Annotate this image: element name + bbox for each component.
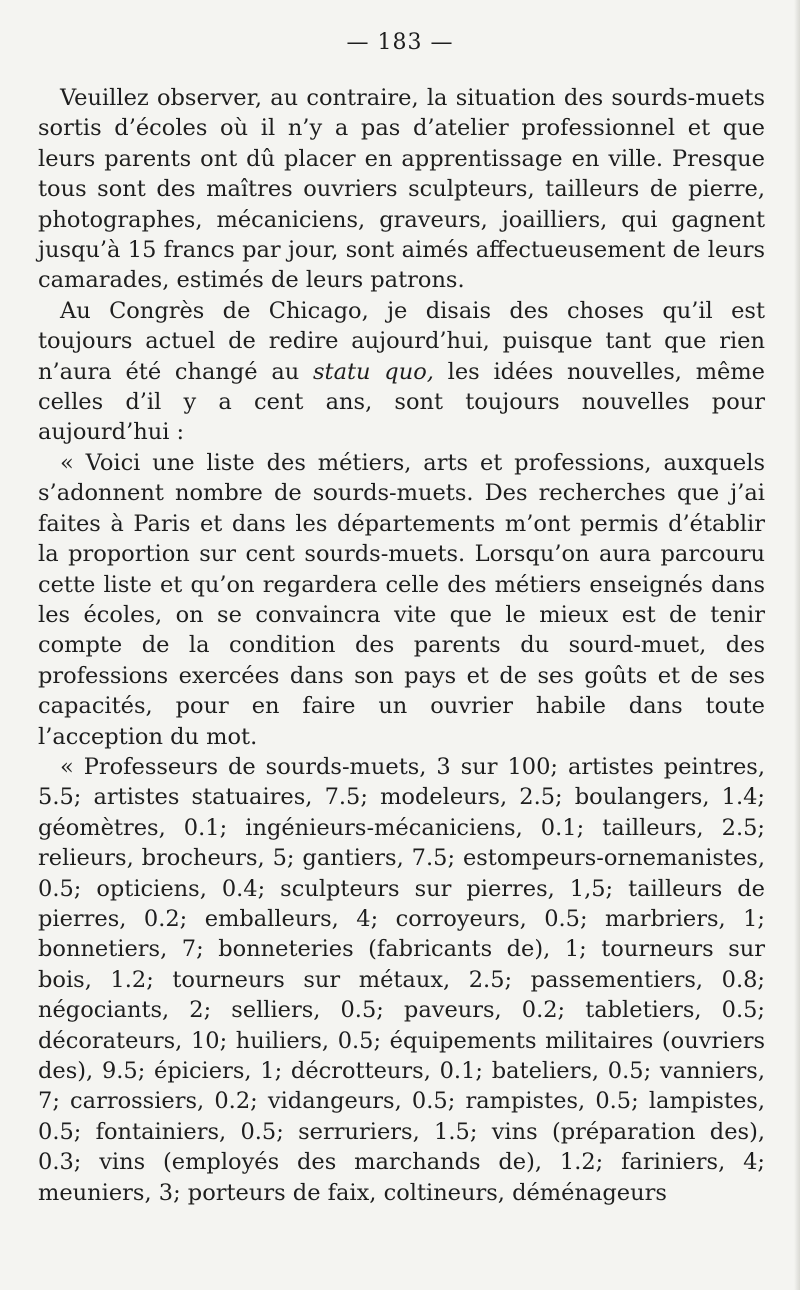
paragraph-chicago-congress	[38, 296, 765, 448]
italic-statu-quo: statu quo,	[313, 358, 434, 385]
paragraph-chicago-before: Au Congrès de Chicago, je disais des choses qu’il est toujours actuel de redire aujourd’hui, puisque tant que rien n’aura été changé au	[38, 297, 765, 385]
page-number: — 183 —	[346, 30, 454, 55]
paragraph-workshops: Veuillez observer, au contraire, la situation des sourds-muets sortis d’écoles où il n’y a pas d’atelier professionnel et que leurs parents ont dû placer en apprentissage en ville. Presque tous sont des maîtres ouvriers sculpteurs, tailleurs de pierre, photographes, mécaniciens, graveurs, joailliers, qui gagnent jusqu’à 15 francs par jour, sont aimés affectueusement de leurs camarades, estimés de leurs patrons.	[38, 85, 765, 294]
paragraph-chicago-after: les idées nouvelles, même celles d’il y a cent ans, sont toujours nouvelles pour aujourd’hui :	[38, 358, 766, 446]
scan-page-edge	[794, 0, 800, 1290]
page-body	[38, 83, 765, 1208]
paragraph-profession-list: « Professeurs de sourds-muets, 3 sur 100; artistes peintres, 5.5; artistes statuaires, 7.5; modeleurs, 2.5; boulangers, 1.4; géomètres, 0.1; ingénieurs-mécaniciens, 0.1; tailleurs, 2.5; relieurs, brocheurs, 5; gantiers, 7.5; estompeurs-ornemanistes, 0.5; opticiens, 0.4; sculpteurs sur pierres, 1,5; tailleurs de pierres, 0.2; emballeurs, 4; corroyeurs, 0.5; marbriers, 1; bonnetiers, 7; bonneteries (fabricants de), 1; tourneurs sur bois, 1.2; tourneurs sur métaux, 2.5; passementiers, 0.8; négociants, 2; selliers, 0.5; paveurs, 0.2; tabletiers, 0.5; décorateurs, 10; huiliers, 0.5; équipements militaires (ouvriers des), 9.5; épiciers, 1; décrotteurs, 0.1; bateliers, 0.5; vanniers, 7; carrossiers, 0.2; vidangeurs, 0.5; rampistes, 0.5; lampistes, 0.5; fontainiers, 0.5; serruriers, 1.5; vins (préparation des), 0.3; vins (employés des marchands de), 1.2; fariniers, 4; meuniers, 3; porteurs de faix, coltineurs, déménageurs	[38, 753, 765, 1206]
paragraph-quote-intro: « Voici une liste des métiers, arts et professions, auxquels s’adonnent nombre de sourds-muets. Des recherches que j’ai faites à Paris et dans les départements m’ont permis d’établir la proportion sur cent sourds-muets. Lorsqu’on aura parcouru cette liste et qu’on regardera celle des métiers enseignés dans les écoles, on se convaincra vite que le mieux est de tenir compte de la condition des parents du sourd-muet, des professions exercées dans son pays et de ses goûts et de ses capacités, pour en faire un ouvrier habile dans toute l’acception du mot.	[38, 449, 765, 750]
